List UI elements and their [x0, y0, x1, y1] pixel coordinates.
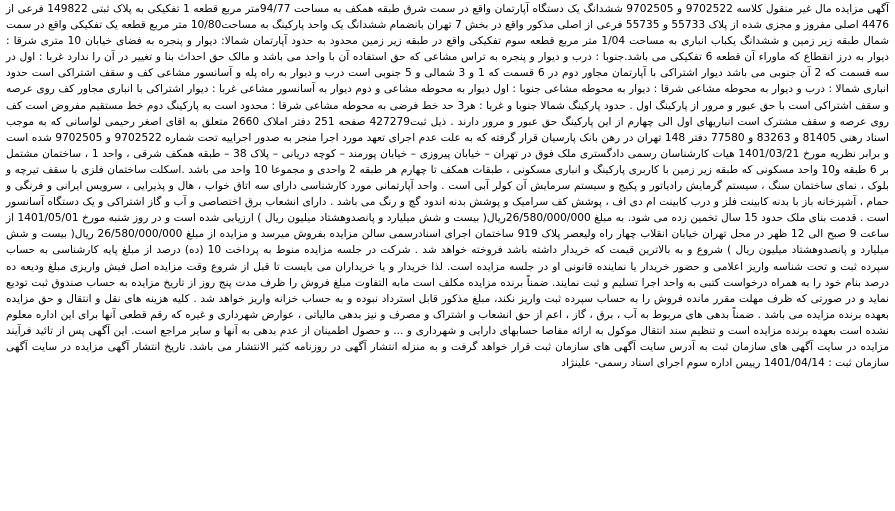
auction-notice-text: آگهی مزایده مال غیر منقول کلاسه 9702522 و 9702505 ششدانگ یک دستگاه آپارتمان واقع در سمت شرق طبقه همکف به مساحت 94/77متر مربع قطعه 1 تفکیکی به پلاک ثبتی 149822 فرعی از 4476 اصلی مفروز و مجزی شده از پلاک 55733 و 55735 فرعی از اصلی مذکور واقع در بخش 7 تهران بانضمام ششدانگ یک واحد پارکینگ به مساحت10/80 متر مربع قطعه یک تفکیکی واقع در سمت شمال طبقه زیر زمین و ششدانگ یکباب انباری به مساحت 1/04 متر مربع قطعه سوم تفکیکی واقع در طبقه زیر زمین محدود به حدود آپارتمان شمالا: دیوار و پنجره به فضای خیابان 10 متری شرقا : دیوار به درز انقطاع که ماوراء آن قطعه 6 تفکیکی می باشد.جنوبا : درب و دیوار و پنجره به تراس مشاعی که حق استفاده آن با واحد می باشد و مالک حق احداث بنا و تغییر در آن را ندارد غربا : اول در سه قسمت که 2 آن جنوبی می باشد دیوار اشتراکی با آپارتمان مجاور دوم در 6 قسمت که 1 و 3 شمالی و 5 جنوبی است درب و دیوار به راه پله و آسانسور مشاعی کف و سقف اشتراکی است حدود انباری شمالا : درب و دیوار به محوطه مشاعی شرقا : دیوار به محوطه مشاعی جنوبا : اول دیوار به محوطه مشاعی و دوم دیوار به آسانسور مشاعی غربا : دیوار اشتراکی با انباری مجاور کف روی عرصه و سقف اشتراکی است با حق عبور و مرور از پارکینگ اول . حدود پارکینگ شمالا جنوبا و غربا : هر3 حد خط فرضی به محوطه مشاعی شرقا : محدود است به پارکینگ دوم خط مستقیم مفروض است کف روی عرصه و سقف مشترک است انباریهای اول الی چهارم از این پارکینگ حق عبور و مرور دارند . ذیل ثبت427279 صفحه 251 دفتر املاک 2660 متعلق به اقای اصغر رحیمی لواسانی که به موجب اسناد رهنی 81405 و 83263 و 77580 دفتر 148 تهران در رهن بانک پارسیان قرار گرفته که به علت عدم اجرای تعهد مورد اجرا منجر به صدور اجراییه تحت شماره 9702522 و 9702505 شده است و برابر نظریه مورخ 1401/03/21 هیات کارشناسان رسمی دادگستری ملک فوق در تهران – خیابان پیروزی – خیابان پورمند – کوچه دریانی – پلاک 38 – طبقه همکف شرقی ، واحد 1 ، ساختمان مشتمل بر 6 طبقه و10 واحد مسکونی که طبقه زیر زمین با کاربری پارکینگ و انباری مسکونی ، طبقات همکف تا چهارم هر طبقه 2 واحدی و مجموعا 10 واحد می باشد .اسکلت ساختمان فلزی با سقف تیرچه و بلوک ، نمای ساختمان سنگ ، سیستم گرمایش رادیاتور و پکیج و سیستم سرمایش آن کولر آبی است . واحد آپارتمانی مورد کارشناسی دارای سه اتاق خواب ، هال و پذیرایی ، سرویس ایرانی و فرنگی و حمام ، آشپزخانه باز با بدنه کابینت فلز و درب کابینت ام دی اف ، پوشش کف سرامیک و پوشش بدنه اندود گچ و رنگ می باشد . دارای انشعاب برق اختصاصی و آب و گاز اشتراکی و یک دستگاه آسانسور است . قدمت بنای ملک حدود 15 سال تخمین زده می شود. به مبلغ 26/580/000/000ریال( بیست و شش میلیارد و پانصدوهشتاد میلیون ریال ) ارزیابی شده است و در روز شنبه مورخ 1401/05/01 از ساعت 9 صبح الی 12 ظهر در محل تهران خیابان انقلاب چهار راه ولیعصر پلاک 919 ساختمان اجرای اسنادرسمی سالن مزایده بفروش میرسد و مزایده از مبلغ 26/580/000/000 ریال( بیست و شش میلیارد و پانصدوهشتاد میلیون ریال ) شروع و به بالاترین قیمت که خریدار داشته باشد فروخته خواهد شد . شرکت در جلسه مزایده منوط به پرداخت 10 (ده) درصد از مبلغ پایه کارشناسی به حساب سپرده ثبت و تحت شناسه واریز اعلامی و حضور خریدار یا نماینده قانونی او در جلسه مزایده است. لذا خریدار و یا خریداران می بایست تا قبل از شروع وقت مزایده اصل فیش واریزی مبلغ ودیعه ده درصد بنام خود را به همراه درخواست کتبی به واحد اجرا تسلیم و ثبت نمایند. ضمناً برنده مزایده مکلف است مابه التفاوت مبلغ فروش را ظرف مدت پنج روز از تاریخ مزایده به حساب صندوق ثبت تودیع نماید و در صورتی که ظرف مهلت مقرر مانده فروش را به حساب سپرده ثبت واریز نکند، مبلغ مذکور قابل استرداد نبوده و به حساب خزانه واریز خواهد شد . کلیه هزینه های نقل و انتقال و حق مزایده بعهده برنده مزایده می باشد . ضمناً بدهی های مربوط به آب ، برق ، گاز ، اعم از حق انشعاب و اشتراک و مصرف و نیز بدهی مالیاتی ، عوارض شهرداری و غیره که رقم قطعی آنها برای این اداره معلوم نشده است بعهده برنده مزایده است و تنظیم سند انتقال موکول به ارائه مفاصا حسابهای دارایی و شهرداری و ... و حصول اطمینان از عدم بدهی به آنها و سایر مراجع است. این آگهی پس از تائید فرآیند مزایده در سایت آگهی های سازمان ثبت به آدرس سایت آگهی های سازمان ثبت قرار خواهد گرفت و به منزله انتشار آگهی در روزنامه کثیر الانتشار می باشد. تاریخ انتشار آگهی مزایده در سایت آگهی سازمان ثبت : 1401/04/14 رییس اداره سوم اجرای اسناد رسمی- علینژاد — [6, 3, 890, 370]
